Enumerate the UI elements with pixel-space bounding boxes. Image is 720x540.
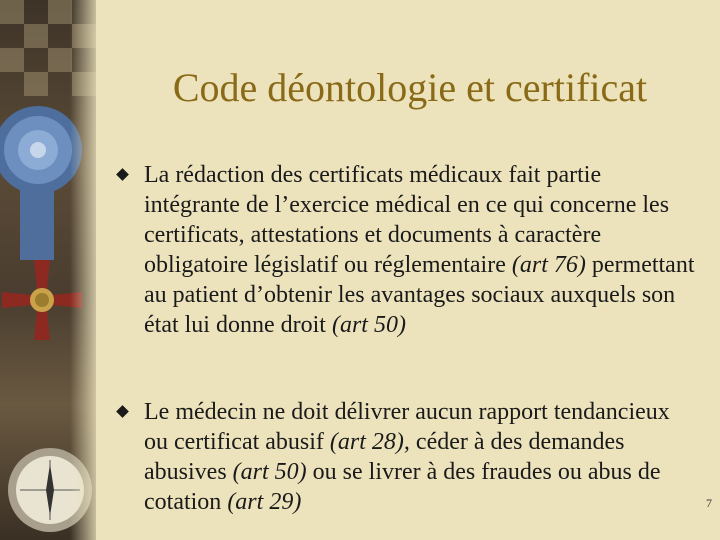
article-reference: (art 28), [329, 429, 410, 455]
bullet-segment: Le médecin ne doit délivrer aucun rapport tendancieux ou certificat abusif [144, 399, 670, 455]
photo-fade-overlay [70, 0, 96, 540]
page-number: 7 [706, 496, 712, 510]
bullet-item-2 [118, 397, 698, 517]
article-reference: (art 76) [511, 252, 586, 278]
bullet-text [144, 397, 698, 517]
diamond-bullet-icon [116, 168, 129, 181]
diamond-bullet-icon [116, 405, 129, 418]
ribbon-icon [20, 190, 54, 260]
bullet-item-1 [118, 160, 698, 340]
bullet-segment: céder à des demandes abusives [144, 429, 625, 485]
article-reference: (art 29) [227, 489, 302, 515]
bullet-segment: ou se livrer à des fraudes ou abus de cotation [144, 459, 661, 515]
bullet-text [144, 160, 698, 340]
decorative-photo-strip [0, 0, 96, 540]
slide-title: Code déontologie et certificat [172, 65, 648, 110]
bullet-segment: La rédaction des certificats médicaux fait partie intégrante de l’exercice médical en ce qui concerne les certificats, attestations et documents à caractère obligatoire législatif ou réglementaire [144, 162, 670, 278]
article-reference: (art 50) [331, 312, 406, 338]
article-reference: (art 50) [232, 459, 307, 485]
bullet-segment: permettant au patient d’obtenir les avantages sociaux auxquels son état lui donne droit [144, 252, 695, 338]
